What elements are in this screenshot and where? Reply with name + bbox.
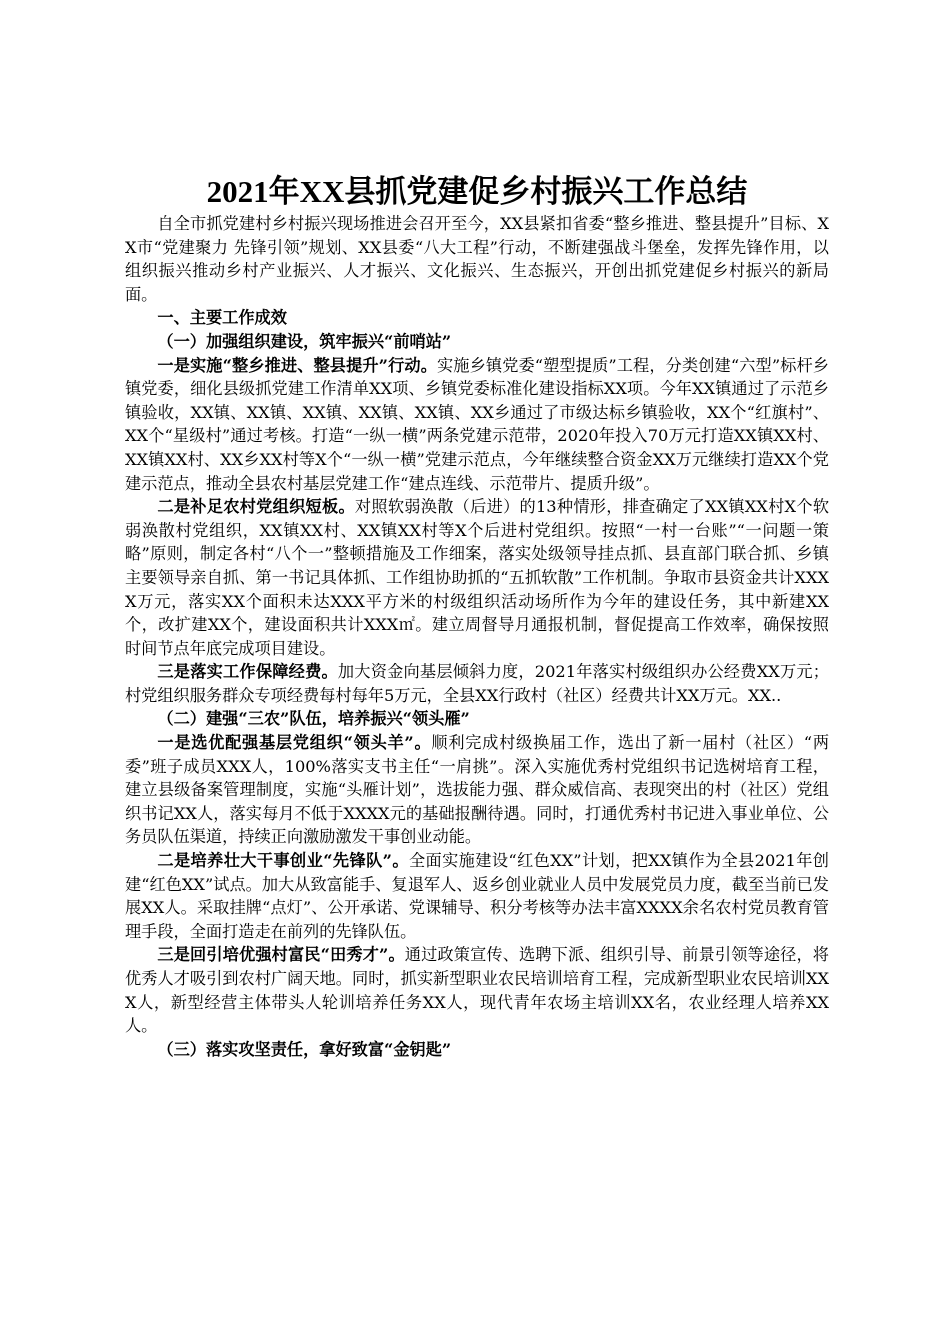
- paragraph-lead: 一是选优配强基层党组织“领头羊”。: [157, 733, 432, 753]
- body-paragraph: [125, 495, 829, 660]
- section-heading: 一、主要工作成效: [157, 308, 287, 328]
- body-paragraph: [125, 660, 829, 707]
- paragraph-body: 实施乡镇党委“塑型提质”工程，分类创建“六型”标杆乡镇党委，细化县级抓党建工作清单XX项、乡镇党委标准化建设指标XX项。今年XX镇通过了示范乡镇验收，XX镇、XX镇、XX镇、XX镇、XX镇、XX乡通过了市级达标乡镇验收，XX个“红旗村”、XX个“星级村”通过考核。打造“一纵一横”两条党建示范带，2020年投入70万元打造XX镇XX村、XX镇XX村、XX乡XX村等X个“一纵一横”党建示范点，今年继续整合资金XX万元继续打造XX个党建示范点，推动全县农村基层党建工作“建点连线、示范带片、提质升级”。: [125, 355, 829, 493]
- paragraph-body: 对照软弱涣散（后进）的13种情形，排查确定了XX镇XX村X个软弱涣散村党组织，XX镇XX村、XX镇XX村等X个后进村党组织。按照“一村一台账”“一问题一策略”原则，制定各村“八个一”整顿措施及工作细案，落实处级领导挂点抓、县直部门联合抓、乡镇主要领导亲自抓、第一书记具体抓、工作组协助抓的“五抓软散”工作机制。争取市县资金共计XXXX万元，落实XX个面积未达XXX平方米的村级组织活动场所作为今年的建设任务，其中新建XX个，改扩建XX个，建设面积共计XXX㎡。建立周督导月通报机制，督促提高工作效率，确保按照时间节点年底完成项目建设。: [125, 497, 830, 658]
- paragraph-body: 通过政策宣传、选聘下派、组织引导、前景引领等途径，将优秀人才吸引到农村广阔天地。同时，抓实新型职业农民培训培育工程，完成新型职业农民培训XXX人，新型经营主体带头人轮训培养任务XX人，现代青年农场主培训XX名，农业经理人培养XX人。: [125, 945, 829, 1036]
- intro-paragraph: 自全市抓党建村乡村振兴现场推进会召开至今，XX县紧扣省委“整乡推进、整县提升”目标、XX市“党建聚力 先锋引领”规划、XX县委“八大工程”行动，不断建强战斗堡垒，发挥先锋作用，以组织振兴推动乡村产业振兴、人才振兴、文化振兴、生态振兴，开创出抓党建促乡村振兴的新局面。: [125, 214, 829, 304]
- body-paragraph: [125, 354, 829, 496]
- subsection-heading: （一）加强组织建设，筑牢振兴“前哨站”: [157, 331, 452, 351]
- document-title: 2021年XX县抓党建促乡村振兴工作总结: [206, 174, 748, 209]
- body-paragraph: [125, 849, 829, 943]
- paragraph-body: 全面实施建设“红色XX”计划，把XX镇作为全县2021年创建“红色XX”试点。加大从致富能手、复退军人、返乡创业就业人员中发展党员力度，截至当前已发展XX人。采取挂牌“点灯”、公开承诺、党课辅导、积分考核等办法丰富XXXX余名农村党员教育管理手段，全面打造走在前列的先锋队伍。: [125, 851, 829, 941]
- subsection-heading: （三）落实攻坚责任，拿好致富“金钥匙”: [157, 1039, 452, 1059]
- paragraph-lead: 一是实施“整乡推进、整县提升”行动。: [157, 355, 437, 375]
- paragraph-lead: 三是落实工作保障经费。: [157, 662, 338, 682]
- body-paragraph: [125, 731, 829, 849]
- paragraph-body: 顺利完成村级换届工作，选出了新一届村（社区）“两委”班子成员XXX人，100%落实支书主任“一肩挑”。深入实施优秀村党组织书记选树培育工程，建立县级备案管理制度，实施“头雁计划”，选拔能力强、群众威信高、表现突出的村（社区）党组织书记XX人，落实每月不低于XXXX元的基础报酬待遇。同时，打通优秀村书记进入事业单位、公务员队伍渠道，持续正向激励激发干事创业动能。: [125, 733, 830, 847]
- paragraph-lead: 二是补足农村党组织短板。: [157, 497, 355, 517]
- body-paragraph: [125, 943, 829, 1037]
- subsection-heading: （二）建强“三农”队伍，培养振兴“领头雁”: [157, 709, 470, 729]
- paragraph-body: 加大资金向基层倾斜力度，2021年落实村级组织办公经费XX万元；村党组织服务群众专项经费每村每年5万元，全县XX行政村（社区）经费共计XX万元。XX..: [125, 662, 829, 705]
- paragraph-lead: 三是回引培优强村富民“田秀才”。: [157, 945, 405, 965]
- paragraph-lead: 二是培养壮大干事创业“先锋队”。: [157, 851, 409, 871]
